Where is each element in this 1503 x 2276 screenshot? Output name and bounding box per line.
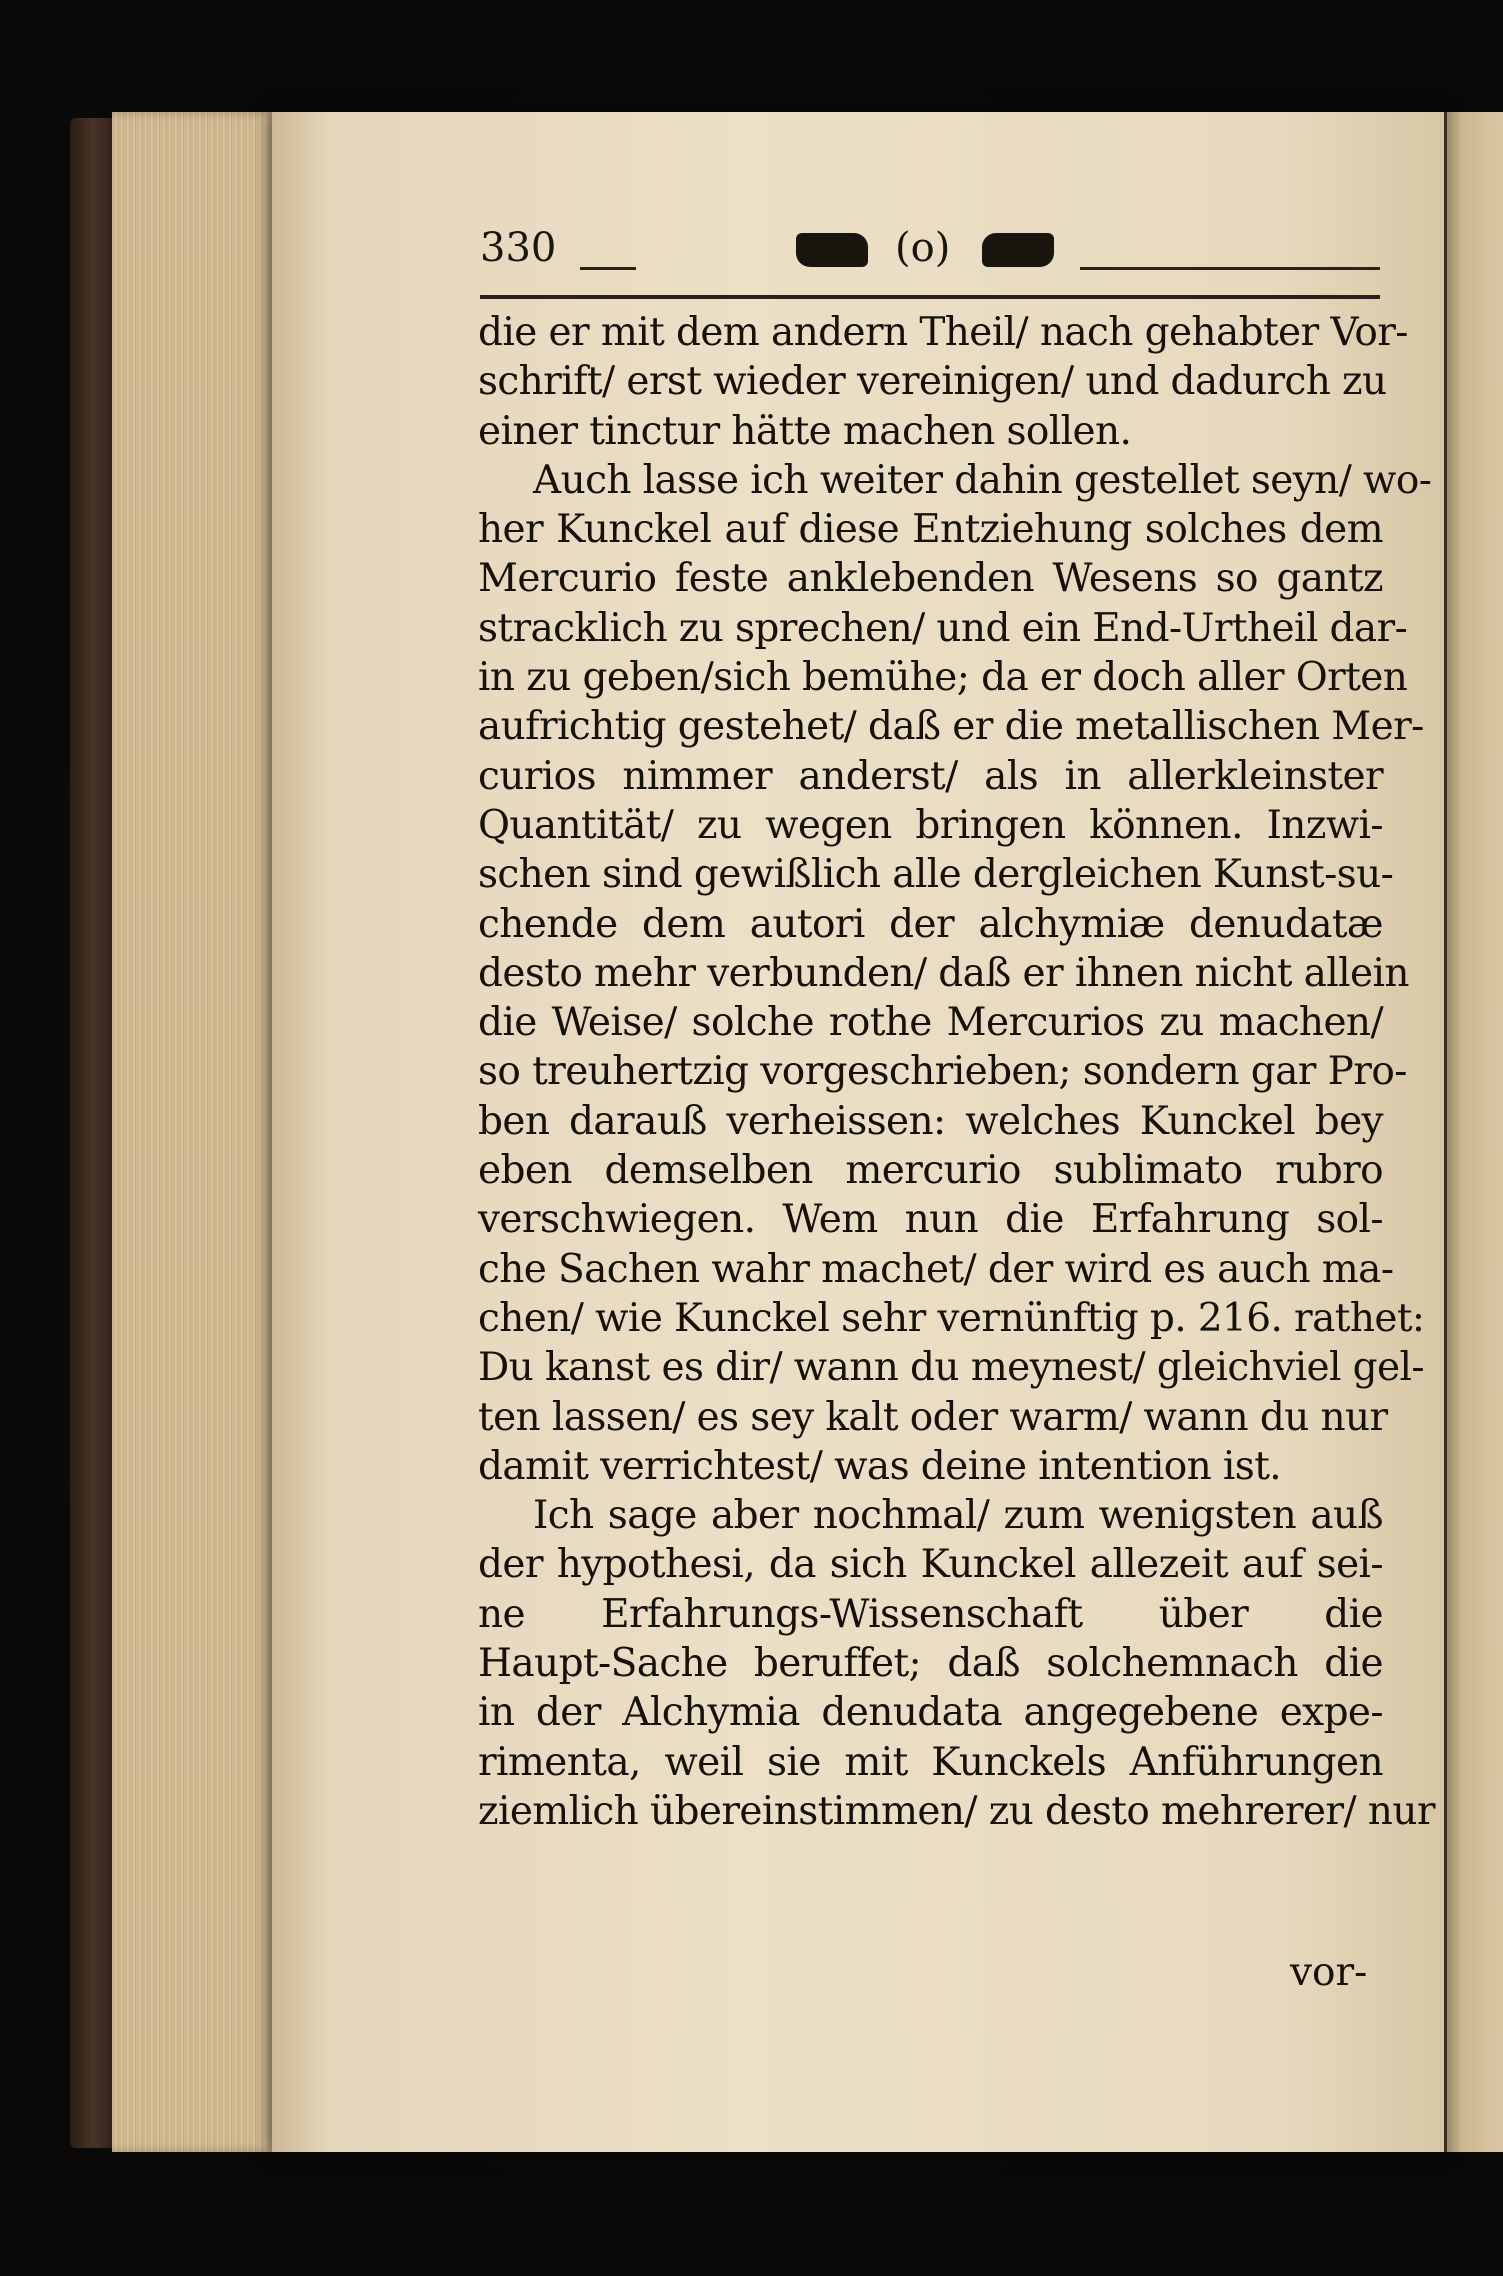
text-line: ben darauß verheissen: welches Kunckel bey [478,1098,1383,1144]
text-line: Ich sage aber nochmal/ zum wenigsten auß [533,1493,1383,1539]
facing-page-edge [1444,112,1503,2152]
text-line: schen sind gewißlich alle dergleichen Kunst-su- [478,852,1394,898]
text-line: in zu geben/sich bemühe; da er doch aller Orten [478,655,1408,701]
text-line: so treuhertzig vorgeschrieben; sondern gar Pro- [478,1049,1407,1095]
text-line: her Kunckel auf diese Entziehung solches dem [478,507,1383,553]
text-line: eben demselben mercurio sublimato rubro [478,1148,1383,1194]
text-line: Haupt-Sache beruffet; daß solchemnach die [478,1641,1383,1687]
text-line: der hypothesi, da sich Kunckel allezeit auf sei- [478,1542,1383,1588]
text-line: Du kanst es dir/ wann du meynest/ gleichviel gel- [478,1345,1424,1391]
text-line: desto mehr verbunden/ daß er ihnen nicht allein [478,950,1409,996]
ornament-right-icon [982,233,1054,267]
catchword: vor- [1290,1950,1368,1995]
text-line: ziemlich übereinstimmen/ zu desto mehrerer/ nur [478,1788,1435,1834]
header-rule-left [580,267,636,270]
page-edges [112,112,277,2152]
running-header [480,225,1380,285]
text-line: aufrichtig gestehet/ daß er die metallischen Mer- [478,704,1424,750]
text-line: damit verrichtest/ was deine intention ist. [478,1443,1282,1489]
text-line: che Sachen wahr machet/ der wird es auch ma- [478,1246,1394,1292]
text-line: Mercurio feste anklebenden Wesens so gantz [478,556,1383,602]
text-line: verschwiegen. Wem nun die Erfahrung sol- [478,1197,1383,1243]
header-rule [480,295,1380,299]
ornament-center: (o) [895,225,951,271]
text-line: Auch lasse ich weiter dahin gestellet seyn/ wo- [533,457,1432,503]
text-line: chende dem autori der alchymiæ denudatæ [478,901,1383,947]
text-line: in der Alchymia denudata angegebene expe- [478,1690,1383,1736]
text-line: curios nimmer anderst/ als in allerkleinster [478,753,1383,799]
text-line: schrift/ erst wieder vereinigen/ und dadurch zu [478,359,1387,405]
body-text [478,308,1435,1836]
text-line: chen/ wie Kunckel sehr vernünftig p. 216. rathet: [478,1295,1425,1341]
text-line: ne Erfahrungs-Wissenschaft über die [478,1591,1383,1637]
header-rule-right [1080,267,1380,270]
text-line: stracklich zu sprechen/ und ein End-Urtheil dar- [478,605,1408,651]
page-number: 330 [480,225,557,271]
text-line: ten lassen/ es sey kalt oder warm/ wann du nur [478,1394,1388,1440]
text-line: rimenta, weil sie mit Kunckels Anführungen [478,1739,1383,1785]
gutter-shadow [1444,112,1447,2152]
ornament-left-icon [796,233,868,267]
text-line: einer tinctur hätte machen sollen. [478,408,1132,454]
text-line: die Weise/ solche rothe Mercurios zu machen/ [478,1000,1383,1046]
text-line: Quantität/ zu wegen bringen können. Inzwi- [478,802,1383,848]
text-line: die er mit dem andern Theil/ nach gehabter Vor- [478,310,1408,355]
